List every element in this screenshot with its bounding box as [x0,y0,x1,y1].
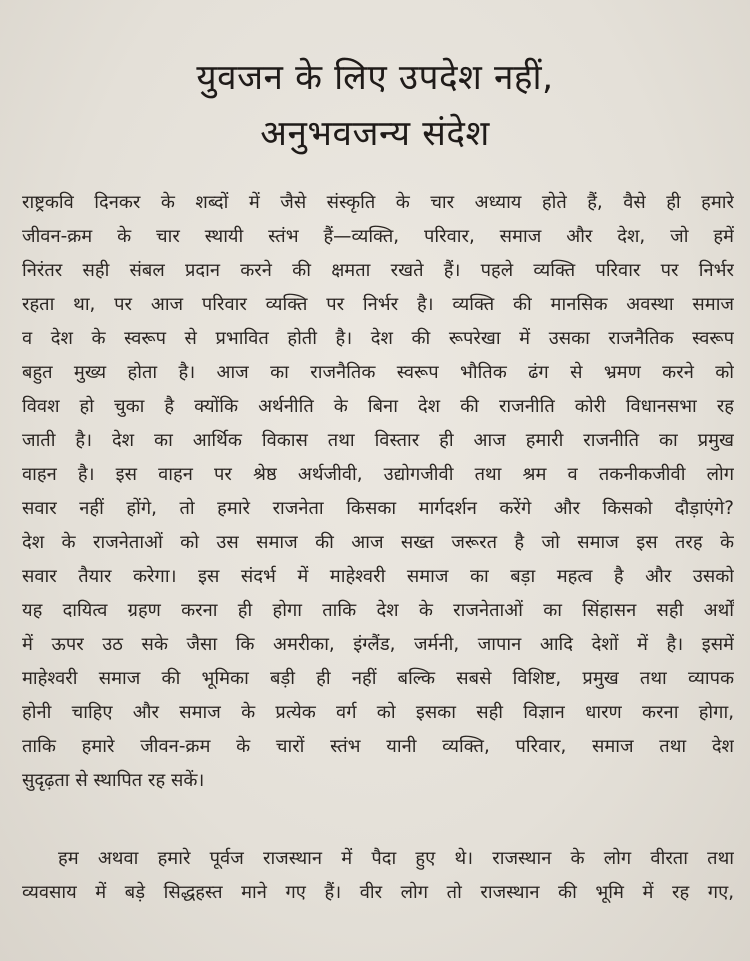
chapter-title-line-2: अनुभवजन्य संदेश [260,114,490,154]
text-line: रहता था, पर आज परिवार व्यक्ति पर निर्भर है। व्यक्ति की मानसिक अवस्था समाज [22,294,734,315]
chapter-title-line-1: युवजन के लिए उपदेश नहीं, [196,58,554,98]
text-line: सवार तैयार करेगा। इस संदर्भ में माहेश्वरी समाज का बड़ा महत्व है और उसको [22,566,734,587]
text-line: सवार नहीं होंगे, तो हमारे राजनेता किसका मार्गदर्शन करेंगे और किसको दौड़ाएंगे? [22,498,734,519]
text-line: हम अथवा हमारे पूर्वज राजस्थान में पैदा हुए थे। राजस्थान के लोग वीरता तथा [58,848,734,869]
text-line: बहुत मुख्य होता है। आज का राजनैतिक स्वरूप भौतिक ढंग से भ्रमण करने को [22,362,734,383]
chapter-title [0,50,750,162]
text-line: वाहन है। इस वाहन पर श्रेष्ठ अर्थजीवी, उद्योगजीवी तथा श्रम व तकनीकजीवी लोग [22,464,734,485]
text-line: देश के राजनेताओं को उस समाज की आज सख्त जरूरत है जो समाज इस तरह के [22,532,734,553]
text-line: जीवन-क्रम के चार स्थायी स्तंभ हैं—व्यक्ति, परिवार, समाज और देश, जो हमें [22,226,734,247]
text-line: निरंतर सही संबल प्रदान करने की क्षमता रखते हैं। पहले व्यक्ति परिवार पर निर्भर [22,260,734,281]
text-line: विवश हो चुका है क्योंकि अर्थनीति के बिना देश की राजनीति कोरी विधानसभा रह [22,396,734,417]
text-line: जाती है। देश का आर्थिक विकास तथा विस्तार ही आज हमारी राजनीति का प्रमुख [22,430,734,451]
text-line: राष्ट्रकवि दिनकर के शब्दों में जैसे संस्कृति के चार अध्याय होते हैं, वैसे ही हमारे [22,192,734,213]
text-line: ताकि हमारे जीवन-क्रम के चारों स्तंभ यानी व्यक्ति, परिवार, समाज तथा देश [22,736,734,757]
text-line: व्यवसाय में बड़े सिद्धहस्त माने गए हैं। वीर लोग तो राजस्थान की भूमि में रह गए, [22,882,734,903]
text-line: माहेश्वरी समाज की भूमिका बड़ी ही नहीं बल्कि सबसे विशिष्ट, प्रमुख तथा व्यापक [22,668,734,689]
text-line: में ऊपर उठ सके जैसा कि अमरीका, इंग्लैंड, जर्मनी, जापान आदि देशों में है। इसमें [22,634,734,655]
text-line: होनी चाहिए और समाज के प्रत्येक वर्ग को इसका सही विज्ञान धारण करना होगा, [22,702,734,723]
text-line: सुदृढ़ता से स्थापित रह सकें। [22,770,205,791]
text-line: यह दायित्व ग्रहण करना ही होगा ताकि देश के राजनेताओं का सिंहासन सही अर्थों [22,600,734,621]
text-line: व देश के स्वरूप से प्रभावित होती है। देश की रूपरेखा में उसका राजनैतिक स्वरूप [22,328,734,349]
